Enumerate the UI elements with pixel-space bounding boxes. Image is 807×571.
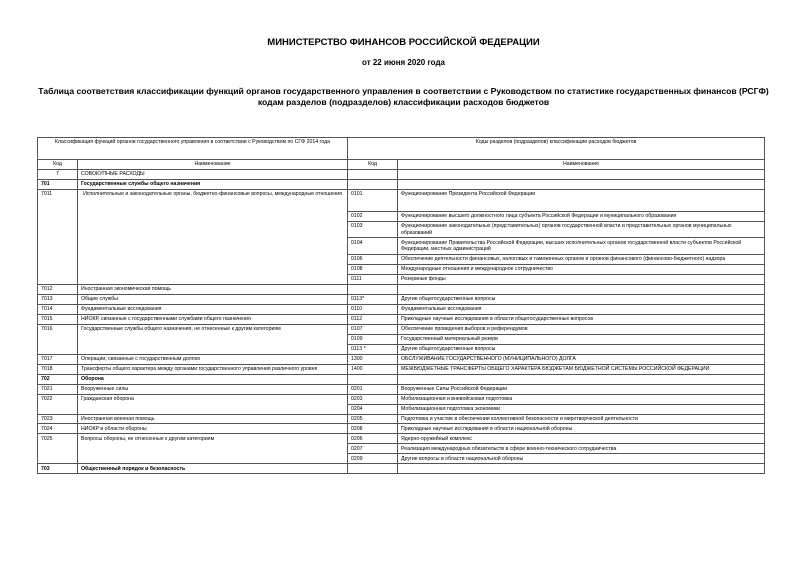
section-row [38,374,765,384]
table-row [38,324,765,334]
row-name: НИОКР в области обороны [78,424,348,434]
row-code: 7011 [38,189,78,284]
empty-cell [348,284,398,294]
budget-code: 0110 [348,304,398,314]
budget-name: Прикладные научные исследования в области общегосударственных вопросов [398,314,765,324]
budget-code: 1300 [348,354,398,364]
budget-name: Другие вопросы в области национальной обороны [398,454,765,464]
budget-code: 0204 [348,404,398,414]
budget-name: Подготовка и участие в обеспечении коллективной безопасности и миротворческой деятельности [398,414,765,424]
table-row [38,284,765,294]
empty-cell [348,374,398,384]
section-name: Государственные службы общего назначения [78,179,348,189]
row-name: Гражданская оборона [78,394,348,414]
budget-name: Международные отношения и международное сотрудничество [398,264,765,274]
budget-code: 0103 [348,221,398,238]
col-budget-code-header: Код [348,160,398,170]
empty-cell [398,169,765,179]
budget-code: 0112 [348,314,398,324]
budget-name: Мобилизационная подготовка экономики [398,404,765,414]
col-code-header: Код [38,160,78,170]
budget-code: 0203 [348,394,398,404]
row-name: Общие службы [78,294,348,304]
section-code: 703 [38,464,78,474]
empty-cell [398,179,765,189]
row-name: СОВОКУПНЫЕ РАСХОДЫ [78,169,348,179]
empty-cell [398,374,765,384]
budget-name: Другие общегосударственные вопросы [398,344,765,354]
budget-name: Функционирование Президента Российской Федерации [398,189,765,211]
empty-cell [348,169,398,179]
budget-name: Вооруженные Силы Российской Федерации [398,384,765,394]
budget-code: 0208 [348,424,398,434]
table-row [38,304,765,314]
column-header-row [38,160,765,170]
row-name: Операции, связанные с государственным долгом [78,354,348,364]
row-code: 7022 [38,394,78,414]
budget-code: 0111 [348,274,398,284]
budget-name: Функционирование высшего должностного лица субъекта Российской Федерации и муниципального образования [398,211,765,221]
budget-code: 1400 [348,364,398,374]
budget-code: 0101 [348,189,398,211]
budget-code: 0201 [348,384,398,394]
col-budget-name-header: Наименование [398,160,765,170]
row-code: 7018 [38,364,78,374]
budget-name: Функционирование законодательных (представительных) органов государственной власти и представительных органов муниципальных образований [398,221,765,238]
budget-name: Другие общегосударственные вопросы [398,294,765,304]
table-row [38,434,765,444]
budget-name: Государственный материальный резерв [398,334,765,344]
table-row [38,364,765,374]
table-row [38,189,765,211]
section-row [38,179,765,189]
correspondence-table [37,137,765,474]
row-code: 7013 [38,294,78,304]
budget-name: МЕЖБЮДЖЕТНЫЕ ТРАНСФЕРТЫ ОБЩЕГО ХАРАКТЕРА БЮДЖЕТАМ БЮДЖЕТНОЙ СИСТЕМЫ РОССИЙСКОЙ ФЕДЕРАЦИИ [398,364,765,374]
budget-code: 0113 * [348,344,398,354]
budget-code: 0107 [348,324,398,334]
budget-name: Мобилизационная и вневойсковая подготовка [398,394,765,404]
row-name: Иностранная военная помощь [78,414,348,424]
row-code: 7016 [38,324,78,354]
budget-name: Фундаментальные исследования [398,304,765,314]
table-row [38,384,765,394]
document-date: от 22 июня 2020 года [362,58,445,67]
row-code: 7 [38,169,78,179]
section-code: 701 [38,179,78,189]
row-code: 7023 [38,414,78,424]
table-row [38,394,765,404]
right-group-header: Коды разделов (подразделов) классификации расходов бюджетов [348,138,765,160]
row-name: Фундаментальные исследования [78,304,348,314]
section-code: 702 [38,374,78,384]
row-name: Иностранная экономическая помощь [78,284,348,294]
left-group-header: Классификация функций органов государственного управления в соответствии с Руководством по СГФ 2014 года [38,138,348,160]
row-code: 7012 [38,284,78,294]
section-row [38,464,765,474]
budget-name: Ядерно-оружейный комплекс [398,434,765,444]
table-row [38,169,765,179]
budget-name: Обеспечение проведения выборов и референдумов [398,324,765,334]
row-code: 7015 [38,314,78,324]
empty-cell [398,284,765,294]
table-row [38,314,765,324]
col-name-header: Наименование [78,160,348,170]
table-row [38,424,765,434]
ministry-heading: МИНИСТЕРСТВО ФИНАНСОВ РОССИЙСКОЙ ФЕДЕРАЦИИ [267,37,540,48]
table-header-row [38,138,765,160]
budget-name: Прикладные научные исследования в области национальной обороны [398,424,765,434]
row-name: Государственные службы общего назначения, не отнесенные к другим категориям [78,324,348,354]
row-code: 7021 [38,384,78,394]
table-row [38,414,765,424]
budget-code: 0207 [348,444,398,454]
budget-name: Обеспечение деятельности финансовых, налоговых и таможенных органов и органов финансового (финансово-бюджетного) надзора [398,255,765,265]
row-code: 7017 [38,354,78,364]
section-name: Оборона [78,374,348,384]
budget-code: 0104 [348,238,398,255]
budget-name: Функционирование Правительства Российской Федерации, высших исполнительных органов государственной власти субъектов Российской Федерации, местных администраций [398,238,765,255]
empty-cell [398,464,765,474]
budget-code: 0113* [348,294,398,304]
empty-cell [348,179,398,189]
budget-code: 0108 [348,264,398,274]
row-name: Вопросы обороны, не отнесенные к другим категориям [78,434,348,464]
budget-name: ОБСЛУЖИВАНИЕ ГОСУДАРСТВЕННОГО (МУНИЦИПАЛЬНОГО) ДОЛГА [398,354,765,364]
row-name: Трансферты общего характера между органами государственного управления различного уровня [78,364,348,374]
row-name: Вооруженные силы [78,384,348,394]
budget-code: 0209 [348,454,398,464]
table-row [38,354,765,364]
budget-code: 0106 [348,255,398,265]
budget-code: 0109 [348,334,398,344]
row-code: 7024 [38,424,78,434]
row-name: Исполнительные и законодательные органы, бюджетно-финансовые вопросы, международные отношения [78,189,348,284]
budget-code: 0102 [348,211,398,221]
document-title: Таблица соответствия классификации функций органов государственного управления в соответствии с Руководством по статистике государственных финансов (РСГФ) кодам разделов (подразделов) классификации расходов бюджетов [38,86,769,107]
budget-code: 0206 [348,434,398,444]
budget-name: Резервные фонды [398,274,765,284]
row-code: 7025 [38,434,78,464]
empty-cell [348,464,398,474]
row-code: 7014 [38,304,78,314]
budget-code: 0205 [348,414,398,424]
table-row [38,294,765,304]
budget-name: Реализация международных обязательств в сфере военно-технического сотрудничества [398,444,765,454]
row-name: НИОКР, связанные с государственными службами общего назначения [78,314,348,324]
section-name: Общественный порядок и безопасность [78,464,348,474]
